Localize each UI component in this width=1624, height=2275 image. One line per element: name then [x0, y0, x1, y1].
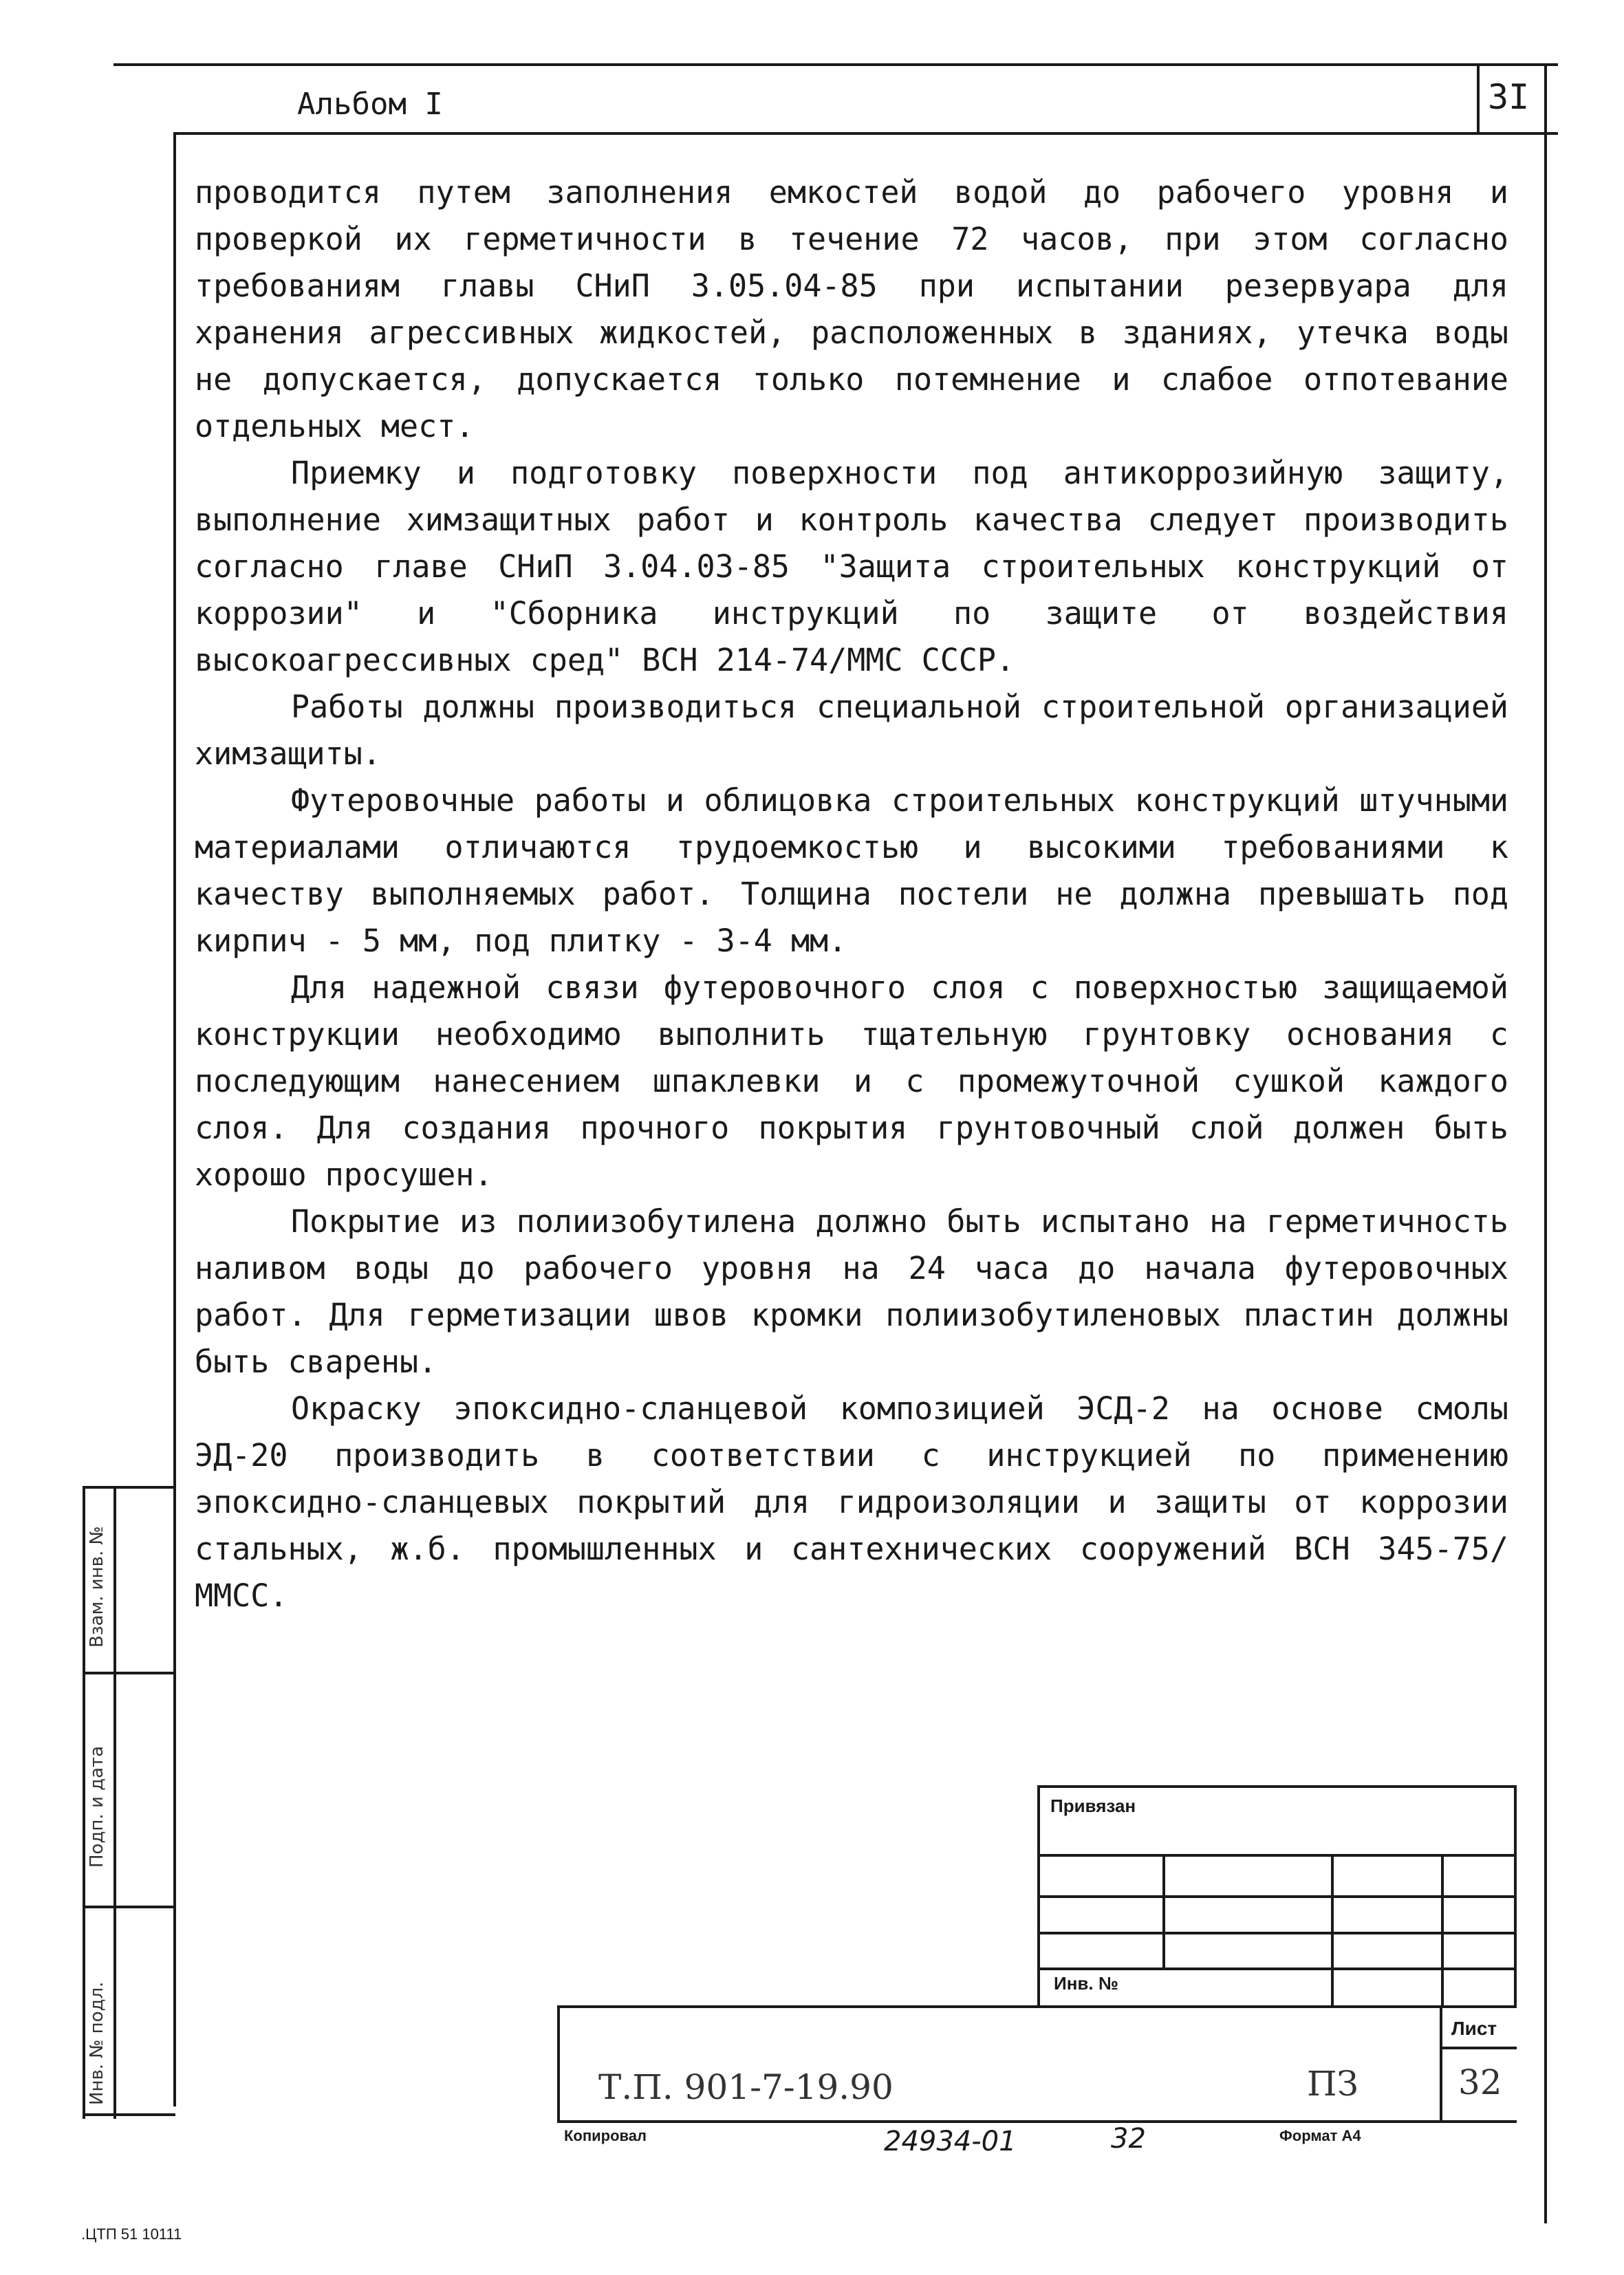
- side-stamp-mid: [113, 1486, 116, 2119]
- frame-left: [173, 132, 176, 2106]
- side-stamp-rule-4: [83, 2113, 175, 2116]
- paragraph-7: Окраску эпоксидно-сланцевой композицией ЭСД-2 на основе смолы ЭД-20 производить в соответствии с инструкцией по применению эпоксидно-сланцевых покрытий для гидроизоляции и защиты от коррозии стальных, ж.б. промышленных и сантехнических сооружений ВСН 345-75/ММСС.: [195, 1390, 1508, 1614]
- stamp-inv-podl: Инв. № подл.: [87, 1981, 107, 2105]
- kopiroval-label: Копировал: [564, 2127, 647, 2144]
- tb-upper-row-1: [1037, 1854, 1517, 1857]
- side-stamp-left: [83, 1486, 85, 2119]
- inv-no-label: Инв. №: [1054, 1973, 1118, 1994]
- tb-upper-row-2: [1037, 1895, 1517, 1898]
- page-number-box-left: [1477, 63, 1480, 132]
- body-text: [195, 169, 1508, 1619]
- frame-right: [1544, 63, 1547, 2223]
- stamp-vzam-inv: Взам. инв. №: [87, 1526, 107, 1648]
- sheet-number: 32: [1458, 2062, 1502, 2102]
- tb-upper-row-3: [1037, 1932, 1517, 1934]
- tb-upper-col-3: [1441, 1854, 1444, 2005]
- tb-lower-top: [557, 2005, 1517, 2008]
- paragraph-5: Для надежной связи футеровочного слоя с поверхностью защищаемой конструкции необходимо выполнить тщательную грунтовку основания с последующим нанесением шпаклевки и с промежуточной сушкой каждого слоя. Для создания прочного покрытия грунтовочный слой должен быть хорошо просушен.: [195, 969, 1508, 1193]
- paragraph-2: Приемку и подготовку поверхности под антикоррозийную защиту, выполнение химзащитных работ и контроль качества следует производить согласно главе СНиП 3.04.03-85 "Защита строительных конструкций от коррозии" и "Сборника инструкций по защите от воздействия высокоагрессивных сред" ВСН 214-74/ММС СССР.: [195, 455, 1508, 678]
- list-label: Лист: [1451, 2018, 1497, 2039]
- album-label: Альбом I: [297, 87, 443, 122]
- side-stamp-rule-1: [83, 1486, 175, 1489]
- order-number: 24934-01: [884, 2126, 1017, 2157]
- page-number: 3I: [1488, 77, 1530, 117]
- paragraph-1: проводится путем заполнения емкостей водой до рабочего уровня и проверкой их герметичности в течение 72 часов, при этом согласно требованиям главы СНиП 3.05.04-85 при испытании резервуара для хранения агрессивных жидкостей, расположенных в зданиях, утечка воды не допускается, допускается только потемнение и слабое отпотевание отдельных мест.: [195, 174, 1508, 444]
- tb-upper-col-2: [1331, 1854, 1334, 2005]
- paragraph-6: Покрытие из полиизобутилена должно быть испытано на герметичность наливом воды до рабочего уровня на 24 часа до начала футеровочных работ. Для герметизации швов кромки полиизобутиленовых пластин должны быть сварены.: [195, 1203, 1508, 1380]
- tb-lower-sheet-left: [1440, 2005, 1442, 2123]
- privyazan-label: Привязан: [1050, 1796, 1136, 1816]
- doc-type: ПЗ: [1307, 2064, 1358, 2104]
- tb-upper-row-4: [1037, 1967, 1517, 1970]
- frame-top: [173, 132, 1558, 135]
- printer-mark: .ЦТП 51 10111: [81, 2225, 182, 2243]
- paragraph-3: Работы должны производиться специальной строительной организацией химзащиты.: [195, 689, 1508, 772]
- stamp-podp-data: Подп. и дата: [87, 1745, 107, 1868]
- doc-code: Т.П. 901-7-19.90: [598, 2067, 894, 2107]
- tb-lower-bottom: [557, 2120, 1517, 2123]
- side-stamp-rule-3: [83, 1906, 175, 1908]
- top-rule: [113, 63, 1558, 66]
- sheet-copy-number: 32: [1111, 2123, 1146, 2155]
- side-stamp-rule-2: [83, 1672, 175, 1674]
- format-label: Формат А4: [1279, 2127, 1361, 2144]
- tb-upper-col-1: [1162, 1854, 1165, 1967]
- tb-upper-top: [1037, 1785, 1517, 1788]
- tb-lower-left: [557, 2005, 560, 2123]
- paragraph-4: Футеровочные работы и облицовка строительных конструкций штучными материалами отличаются трудоемкостью и высокими требованиями к качеству выполняемых работ. Толщина постели не должна превышать под кирпич - 5 мм, под плитку - 3-4 мм.: [195, 782, 1508, 959]
- tb-lower-sheet-mid: [1440, 2047, 1517, 2049]
